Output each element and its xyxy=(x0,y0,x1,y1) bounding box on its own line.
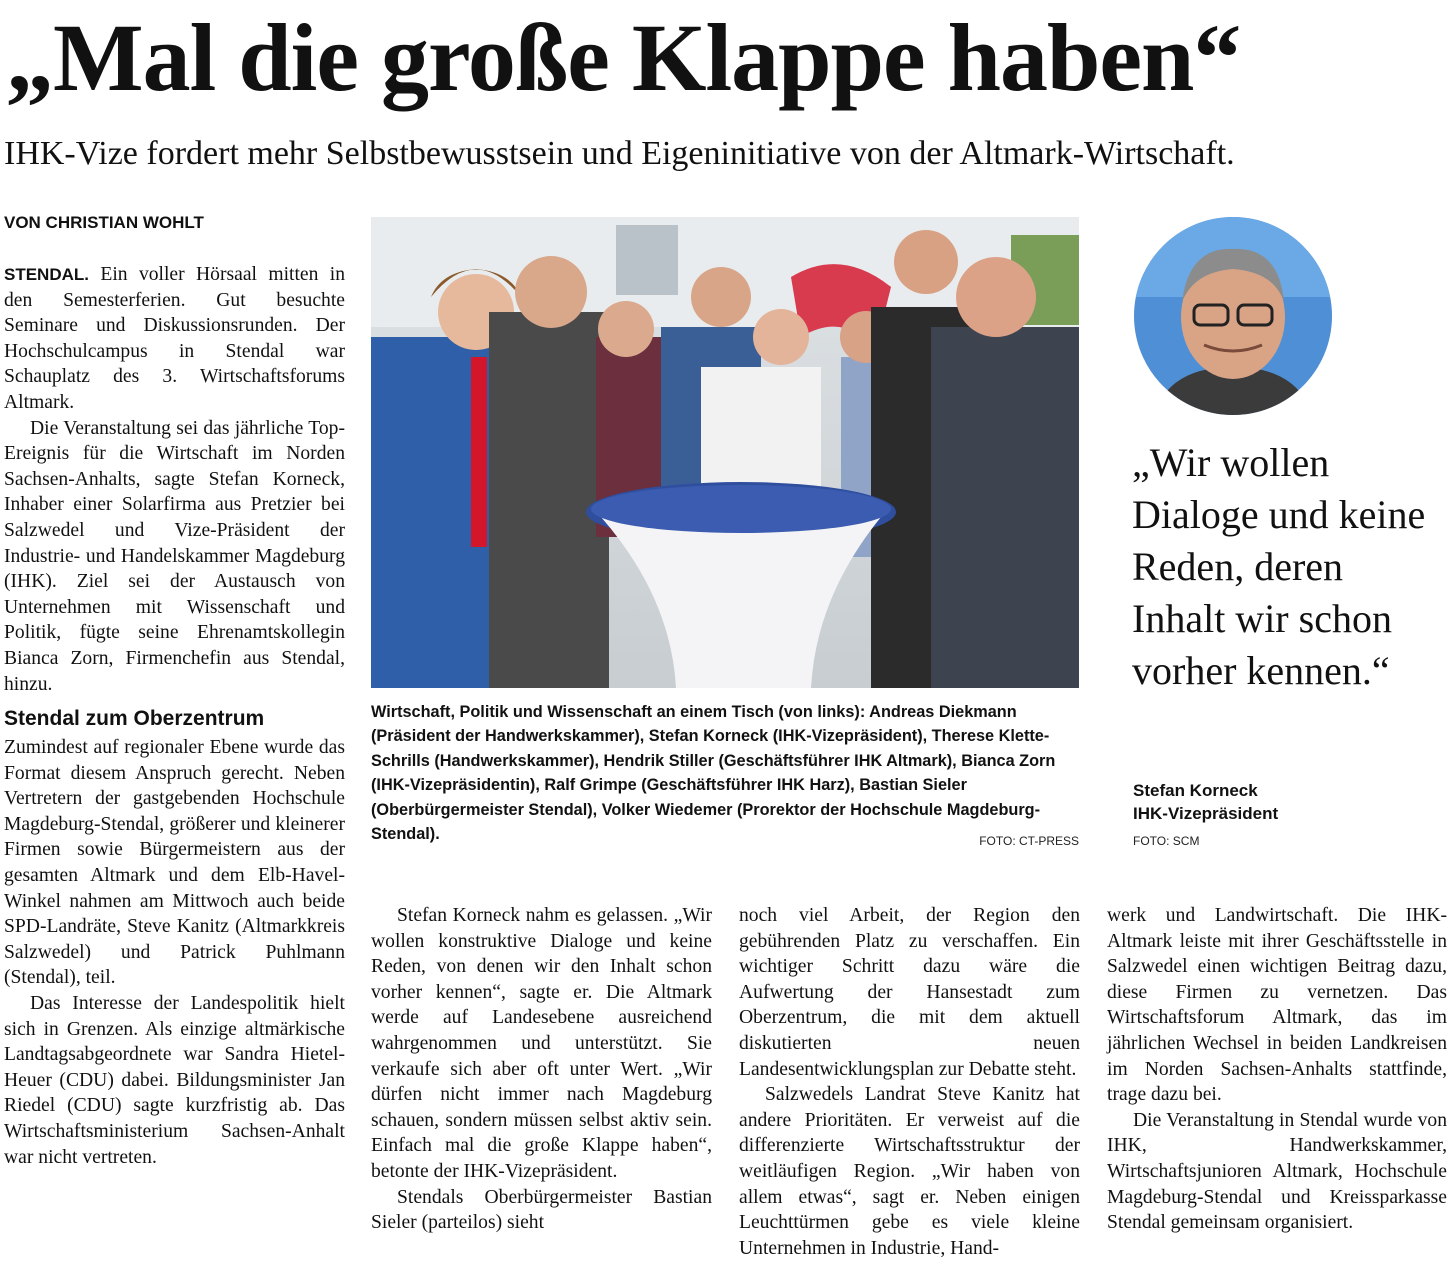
paragraph: noch viel Arbeit, der Region den gebührenden Platz zu verschaffen. Ein wichtiger Schritt dazu wäre die Aufwertung der Hansestadt zum Oberzentrum, die mit dem aktuell diskutierten neuen Landesentwicklungsplan zur Debatte steht. xyxy=(739,905,1080,1080)
headline: „Mal die große Klappe haben“ xyxy=(6,4,1241,111)
portrait-credit: FOTO: SCM xyxy=(1133,834,1200,848)
paragraph: Stefan Korneck nahm es gelassen. „Wir wollen konstruktive Dialoge und keine Reden, von denen wir den Inhalt schon vorher kennen“, sagte er. Die Altmark werde auf Landesebene ausreichend wahrgenommen und unterstützt. Sie verkaufe sich aber oft unter Wert. „Wir dürfen nicht immer nach Magdeburg schauen, sondern müssen selbst aktiv sein. Einfach mal die große Klappe haben“, betonte der IHK-Vizepräsident. xyxy=(371,905,712,1182)
portrait-photo xyxy=(1134,217,1332,415)
paragraph: Die Veranstaltung in Stendal wurde von IHK, Handwerkskammer, Wirtschaftsjunioren Altmark, Hochschule Magdeburg-Stendal und Kreissparkasse Stendal gemeinsam organisiert. xyxy=(1107,1109,1447,1234)
paragraph: Stendals Oberbürgermeister Bastian Sieler (parteilos) sieht xyxy=(371,1186,712,1234)
paragraph: Zumindest auf regionaler Ebene wurde das Format diesem Anspruch gerecht. Neben Vertretern der gastgebenden Hochschule Magdeburg-Stendal, größerer und kleinerer Firmen sowie Bürgermeistern aus der gesamten Altmark und dem Elb-Havel-Winkel nahmen am Mittwoch auch beide SPD-Landräte, Steve Kanitz (Altmarkkreis Salzwedel) und Patrick Puhlmann (Stendal), teil. xyxy=(4,737,345,989)
group-photo-image xyxy=(371,217,1079,688)
group-photo xyxy=(371,217,1079,688)
section-subhead: Stendal zum Oberzentrum xyxy=(4,707,265,731)
paragraph: werk und Landwirtschaft. Die IHK-Altmark leiste mit ihrer Geschäftsstelle in Salzwedel einen wichtigen Beitrag dazu, diese Firmen zu vernetzen. Das Wirtschaftsforum Altmark, das im jährlichen Wechsel in beiden Landkreisen im Norden Sachsen-Anhalts stattfinde, trage dazu bei. xyxy=(1107,905,1447,1106)
column-2 xyxy=(371,903,712,1236)
photo-caption: Wirtschaft, Politik und Wissenschaft an einem Tisch (von links): Andreas Diekmann (Präsident der Handwerkskammer), Stefan Korneck (IHK-Vizepräsident), Therese Klette-Schrills (Handwerkskammer), Hendrik Stiller (Geschäftsführer IHK Altmark), Bianca Zorn (IHK-Vizepräsidentin), Ralf Grimpe (Geschäftsführer IHK Harz), Bastian Sieler (Oberbürgermeister Stendal), Volker Wiedemer (Prorektor der Hochschule Magdeburg-Stendal). xyxy=(371,703,1056,844)
column-4 xyxy=(1107,903,1447,1236)
quote-attribution xyxy=(1133,779,1278,825)
column-3 xyxy=(739,903,1080,1261)
subheadline: IHK-Vize fordert mehr Selbstbewusstsein und Eigeninitiative von der Altmark-Wirtschaft. xyxy=(4,135,1235,172)
paragraph: Salzwedels Landrat Steve Kanitz hat andere Prioritäten. Er verweist auf die differenzierte Wirtschaftsstruktur der weitläufigen Region. „Wir haben von allem etwas“, sagt er. Neben einigen Leuchttürmen gebe es viele kleine Unternehmen in Industrie, Hand- xyxy=(739,1084,1080,1259)
paragraph xyxy=(4,262,345,416)
quote-role: IHK-Vizepräsident xyxy=(1133,804,1279,823)
paragraph: Das Interesse der Landespolitik hielt sich in Grenzen. Als einzige altmärkische Landtagsabgeordnete war Sandra Hietel-Heuer (CDU) dabei. Bildungsminister Jan Riedel (CDU) sagte kurzfristig ab. Das Wirtschaftsministerium Sachsen-Anhalt war nicht vertreten. xyxy=(4,993,345,1168)
paragraph-text: Ein voller Hörsaal mitten in den Semesterferien. Gut besuchte Seminare und Diskussionsrunden. Der Hochschulcampus in Stendal war Schauplatz des 3. Wirtschaftsforums Altmark. xyxy=(4,264,345,413)
paragraph: Die Veranstaltung sei das jährliche Top-Ereignis für die Wirtschaft im Norden Sachsen-Anhalts, sagte Stefan Korneck, Inhaber einer Solarfirma aus Pretzier bei Salzwedel und Vize-Präsident der Industrie- und Handelskammer Magdeburg (IHK). Ziel sei der Austausch von Unternehmen mit Wissenschaft und Politik, fügte seine Ehrenamtskollegin Bianca Zorn, Firmenchefin aus Stendal, hinzu. xyxy=(4,417,345,695)
column-1 xyxy=(4,262,345,1170)
quote-author: Stefan Korneck xyxy=(1133,781,1258,800)
dateline: STENDAL. xyxy=(4,265,89,284)
photo-credit: FOTO: CT-PRESS xyxy=(979,834,1079,848)
pull-quote: „Wir wollen Dialoge und keine Reden, deren Inhalt wir schon vorher kennen.“ xyxy=(1132,440,1426,693)
byline: VON CHRISTIAN WOHLT xyxy=(4,213,204,232)
portrait-image xyxy=(1134,217,1332,415)
